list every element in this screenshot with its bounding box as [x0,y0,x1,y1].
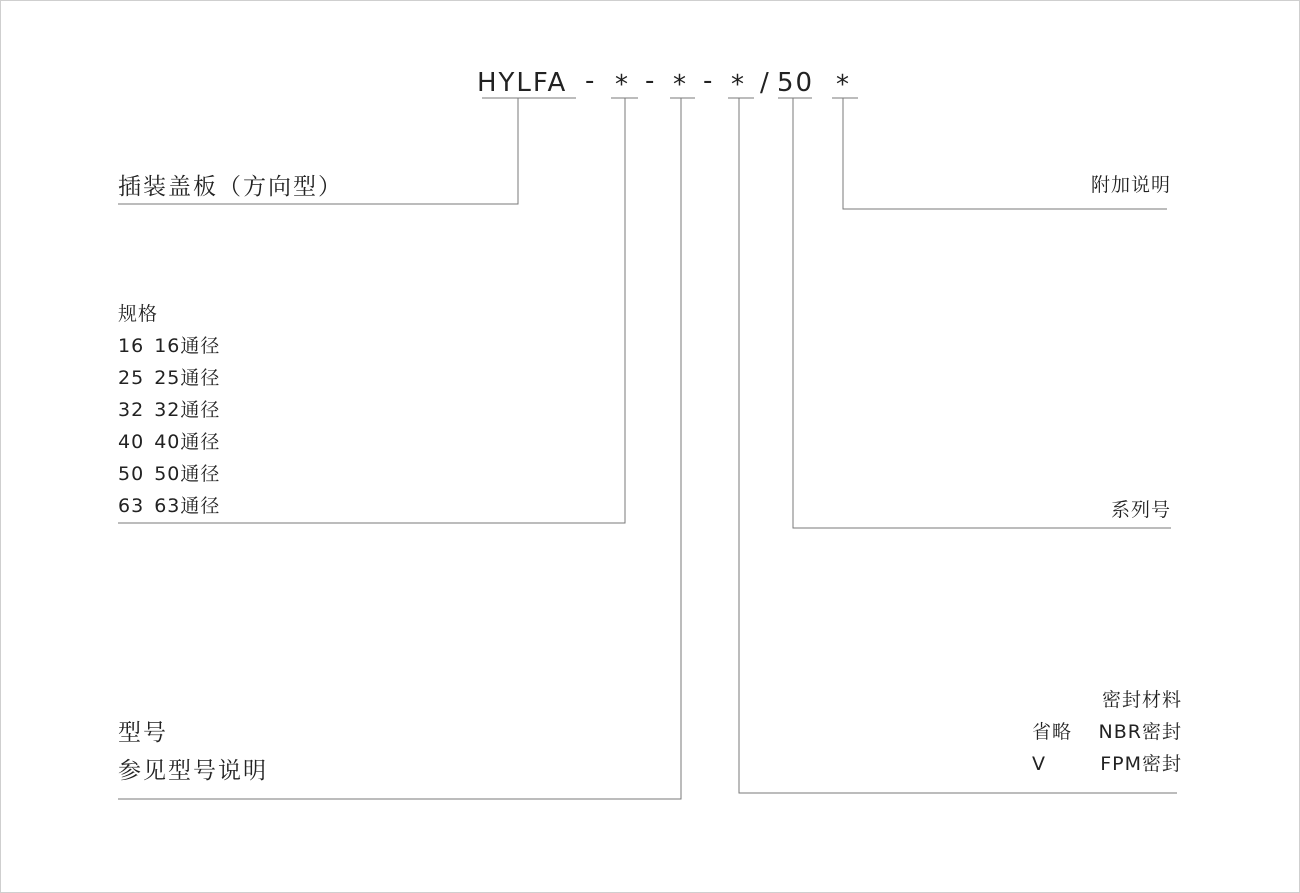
model-line-2: 参见型号说明 [118,758,268,784]
code-star-4: * [836,70,851,100]
spec-row [118,362,220,394]
spec-code: 63 [118,495,145,517]
model-block [118,714,268,790]
spec-code: 16 [118,335,145,357]
spec-desc: 50通径 [154,463,221,485]
spec-desc: 25通径 [154,367,221,389]
code-dash-1: - [585,66,597,96]
cover-type-label: 插装盖板（方向型） [118,174,343,200]
seal-row [1032,748,1182,780]
seal-code: V [1032,753,1046,775]
leader-series [793,98,1171,528]
seal-desc: FPM密封 [1100,753,1182,775]
series-no-label: 系列号 [1110,499,1171,521]
code-star-1: * [615,70,630,100]
seal-block [1032,684,1182,780]
model-line-1: 型号 [118,720,168,746]
code-dash-3: - [703,66,715,96]
spec-block [118,298,220,522]
spec-code: 32 [118,399,145,421]
seal-rows [1032,716,1182,780]
spec-title: 规格 [118,303,159,325]
spec-row [118,426,220,458]
spec-desc: 16通径 [154,335,221,357]
spec-row [118,394,220,426]
spec-code: 50 [118,463,145,485]
spec-code: 25 [118,367,145,389]
code-slash: / [760,68,771,98]
spec-desc: 40通径 [154,431,221,453]
seal-desc: NBR密封 [1098,721,1182,743]
seal-row [1032,716,1182,748]
code-series: 50 [777,68,815,98]
spec-row [118,490,220,522]
code-star-2: * [673,70,688,100]
code-star-3: * [731,70,746,100]
seal-code: 省略 [1032,721,1073,743]
additional-label: 附加说明 [1090,174,1171,196]
spec-desc: 63通径 [154,495,221,517]
code-prefix: HYLFA [477,68,568,98]
spec-code: 40 [118,431,145,453]
spec-row [118,458,220,490]
spec-row [118,330,220,362]
seal-title: 密封材料 [1101,689,1182,711]
code-dash-2: - [645,66,657,96]
spec-rows [118,330,220,522]
spec-desc: 32通径 [154,399,221,421]
